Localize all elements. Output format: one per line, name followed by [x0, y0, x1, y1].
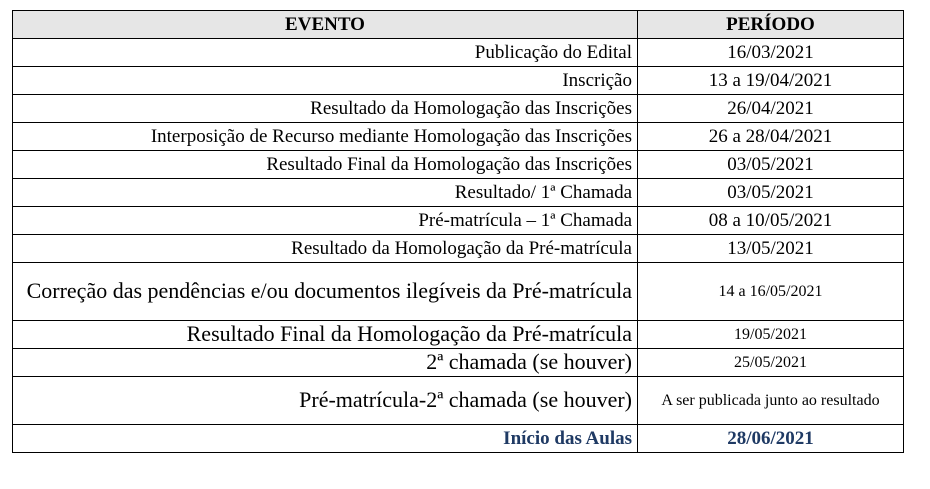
event-cell: Correção das pendências e/ou documentos ilegíveis da Pré-matrícula	[13, 263, 638, 321]
period-cell: A ser publicada junto ao resultado	[638, 377, 904, 425]
period-cell: 13/05/2021	[638, 235, 904, 263]
event-cell: 2ª chamada (se houver)	[13, 349, 638, 377]
period-cell: 19/05/2021	[638, 321, 904, 349]
header-period: PERÍODO	[638, 11, 904, 39]
event-cell: Resultado Final da Homologação da Pré-matrícula	[13, 321, 638, 349]
table-row	[13, 67, 904, 95]
table-row	[13, 321, 904, 349]
period-cell: 26 a 28/04/2021	[638, 123, 904, 151]
event-cell: Resultado Final da Homologação das Inscrições	[13, 151, 638, 179]
table-row	[13, 377, 904, 425]
table-row	[13, 95, 904, 123]
header-event: EVENTO	[13, 11, 638, 39]
table-row	[13, 123, 904, 151]
schedule-table	[12, 10, 904, 453]
period-cell: 14 a 16/05/2021	[638, 263, 904, 321]
period-cell: 03/05/2021	[638, 179, 904, 207]
period-cell: 08 a 10/05/2021	[638, 207, 904, 235]
period-cell: 13 a 19/04/2021	[638, 67, 904, 95]
table-row-final	[13, 425, 904, 453]
event-cell: Início das Aulas	[13, 425, 638, 453]
period-cell: 28/06/2021	[638, 425, 904, 453]
table-row	[13, 235, 904, 263]
table-row	[13, 179, 904, 207]
event-cell: Resultado da Homologação das Inscrições	[13, 95, 638, 123]
event-cell: Inscrição	[13, 67, 638, 95]
table-row	[13, 207, 904, 235]
event-cell: Pré-matrícula-2ª chamada (se houver)	[13, 377, 638, 425]
table-header-row	[13, 11, 904, 39]
period-cell: 16/03/2021	[638, 39, 904, 67]
table-row	[13, 39, 904, 67]
event-cell: Resultado/ 1ª Chamada	[13, 179, 638, 207]
event-cell: Publicação do Edital	[13, 39, 638, 67]
period-cell: 25/05/2021	[638, 349, 904, 377]
table-row	[13, 263, 904, 321]
period-cell: 26/04/2021	[638, 95, 904, 123]
period-cell: 03/05/2021	[638, 151, 904, 179]
table-row	[13, 151, 904, 179]
table-row	[13, 349, 904, 377]
event-cell: Resultado da Homologação da Pré-matrícula	[13, 235, 638, 263]
event-cell: Pré-matrícula – 1ª Chamada	[13, 207, 638, 235]
event-cell: Interposição de Recurso mediante Homologação das Inscrições	[13, 123, 638, 151]
